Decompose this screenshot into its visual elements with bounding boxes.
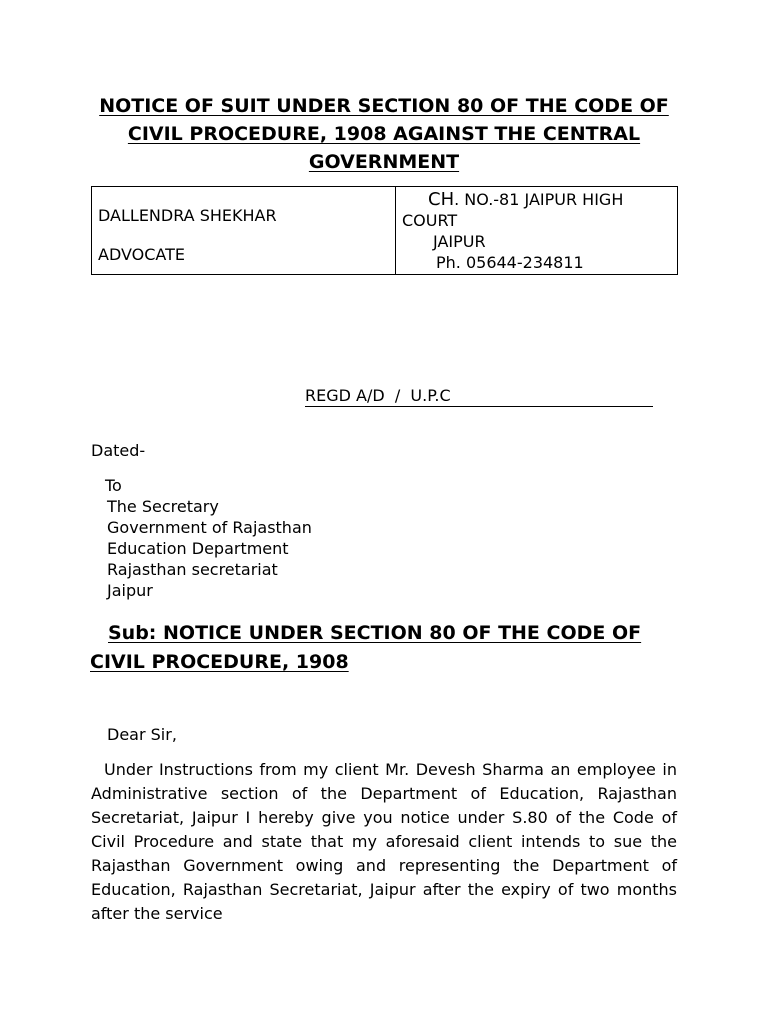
chamber-city: JAIPUR xyxy=(433,232,486,251)
recipient-to: To xyxy=(105,476,122,495)
sender-name: DALLENDRA SHEKHAR xyxy=(98,206,277,225)
recipient-address xyxy=(107,475,312,601)
chamber-address xyxy=(396,189,677,231)
dispatch-mode: REGD A/D / U.P.C xyxy=(305,386,653,407)
chamber-prefix: CH xyxy=(428,189,455,210)
letterhead-table xyxy=(91,186,678,275)
salutation: Dear Sir, xyxy=(107,725,177,744)
chamber-number: . NO.-81 JAIPUR HIGH COURT xyxy=(402,190,624,230)
recipient-line: Rajasthan secretariat xyxy=(107,560,278,579)
body-paragraph: Under Instructions from my client Mr. Devesh Sharma an employee in Administrative section of the Department of Education, Rajasthan Secretariat, Jaipur I hereby give you notice under S.80 of the Code of Civil Procedure and state that my aforesaid client intends to sue the Rajasthan Government owing and representing the Department of Education, Rajasthan Secretariat, Jaipur after the expiry of two months after the service xyxy=(91,760,677,923)
recipient-line: Education Department xyxy=(107,539,289,558)
recipient-line: Government of Rajasthan xyxy=(107,518,312,537)
dated-label: Dated- xyxy=(91,441,146,460)
recipient-line: Jaipur xyxy=(107,581,153,600)
recipient-line: The Secretary xyxy=(107,497,219,516)
chamber-phone: Ph. 05644-234811 xyxy=(436,253,584,272)
sender-designation: ADVOCATE xyxy=(98,245,185,264)
subject-line xyxy=(90,619,678,677)
sender-cell xyxy=(92,187,396,275)
subject-text: Sub: NOTICE UNDER SECTION 80 OF THE CODE OF CIVIL PROCEDURE, 1908 xyxy=(90,622,642,673)
notice-title: NOTICE OF SUIT UNDER SECTION 80 OF THE CODE OF CIVIL PROCEDURE, 1908 AGAINST THE CENTRAL GOVERNMENT xyxy=(99,95,669,173)
chamber-cell xyxy=(396,187,678,275)
